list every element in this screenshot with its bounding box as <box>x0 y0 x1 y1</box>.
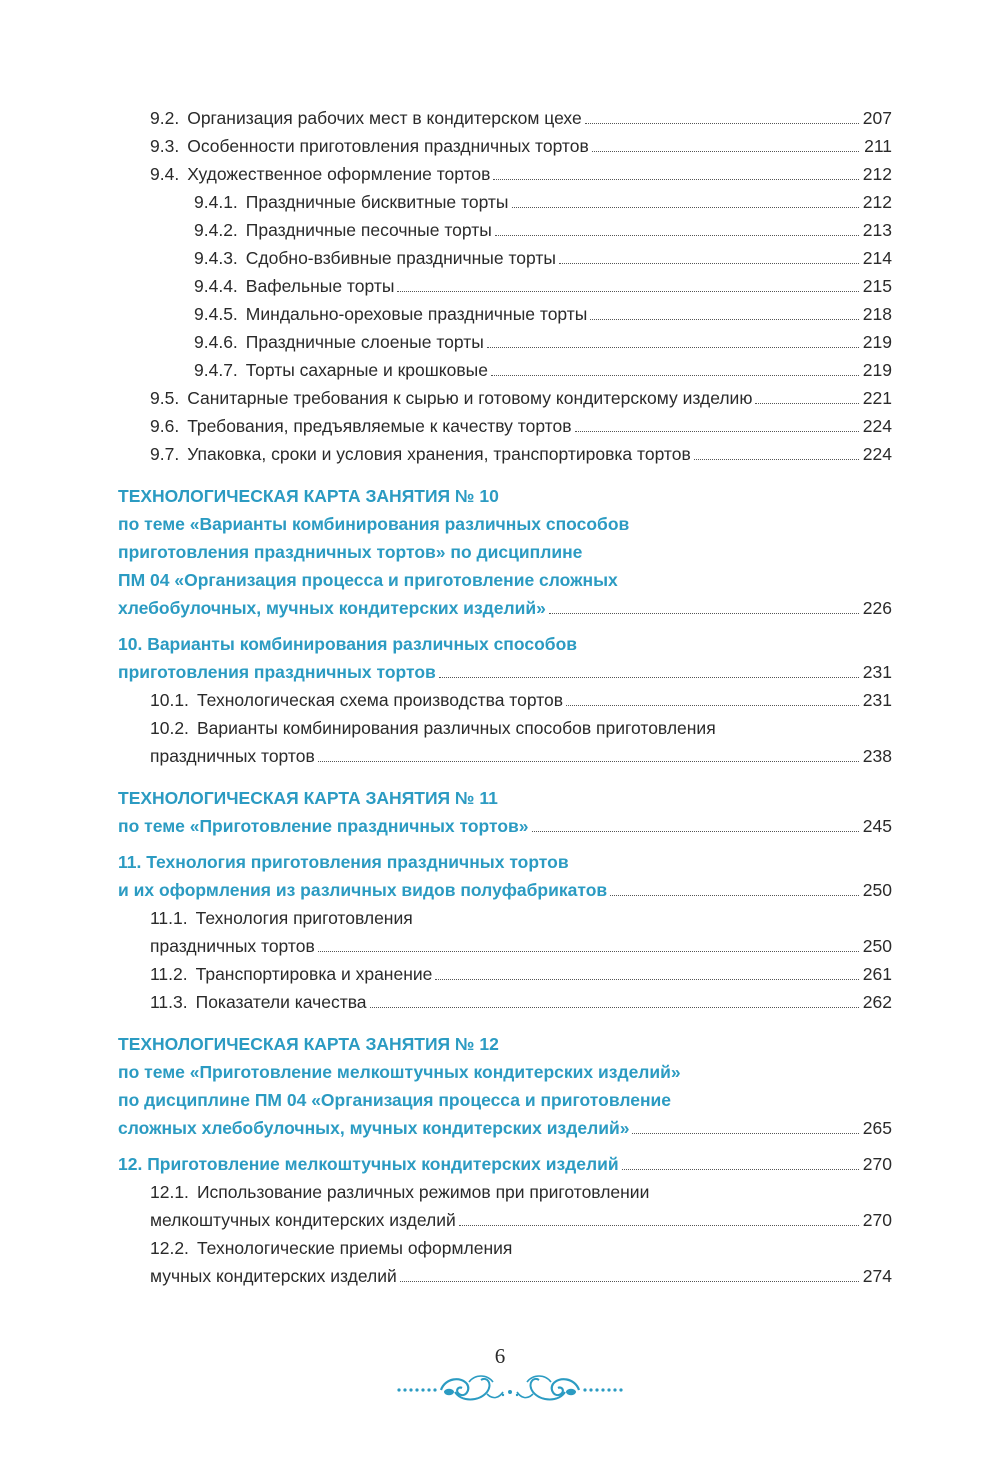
toc-entry-title: Упаковка, сроки и условия хранения, транспортировка тортов <box>187 444 691 464</box>
toc-entry-page: 224 <box>862 416 892 436</box>
toc-heading-line[interactable] <box>118 510 892 538</box>
toc-entry-number: 9.4. <box>150 164 180 184</box>
toc-entry-title: сложных хлебобулочных, мучных кондитерских изделий» <box>118 1118 630 1138</box>
toc-entry-page: 212 <box>862 164 892 184</box>
toc-entry-title: Технология приготовления <box>195 908 413 928</box>
dot-leader <box>532 830 859 832</box>
toc-entry-page: 211 <box>864 136 892 156</box>
toc-entry-title: хлебобулочных, мучных кондитерских изделий» <box>118 598 546 618</box>
toc-entry-page: 262 <box>862 992 892 1012</box>
toc-entry-title: Показатели качества <box>195 992 367 1012</box>
dot-leader <box>512 206 859 208</box>
toc-entry-title: Сдобно-взбивные праздничные торты <box>245 248 556 268</box>
section-spacer <box>118 840 892 848</box>
toc-entry-title: Миндально-ореховые праздничные торты <box>245 304 588 324</box>
toc-entry-number: 9.4.5. <box>194 304 238 324</box>
toc-heading-line[interactable] <box>118 482 892 510</box>
toc-entry-page: 250 <box>862 936 892 956</box>
toc-entry-number: 9.4.1. <box>194 192 238 212</box>
dot-leader <box>400 1280 859 1282</box>
toc-entry-title: ПМ 04 «Организация процесса и приготовление сложных <box>118 570 618 590</box>
toc-heading-line[interactable] <box>118 876 892 904</box>
toc-entry-number: 9.4.2. <box>194 220 238 240</box>
dot-leader <box>632 1132 859 1134</box>
toc-entry-page: 213 <box>862 220 892 240</box>
dot-leader <box>318 950 859 952</box>
toc-entry-number: 9.4.6. <box>194 332 238 352</box>
toc-entry[interactable] <box>118 1206 892 1234</box>
toc-entry[interactable] <box>118 686 892 714</box>
toc-entry-title: по теме «Приготовление мелкоштучных кондитерских изделий» <box>118 1062 681 1082</box>
toc-entry-page: 226 <box>862 598 892 618</box>
toc-entry-number: 9.7. <box>150 444 180 464</box>
toc-entry-title: мучных кондитерских изделий <box>150 1266 397 1286</box>
page-number: 6 <box>494 1344 506 1368</box>
toc-entry-number: 11.1. <box>150 908 188 928</box>
toc-entry[interactable] <box>118 440 892 468</box>
toc-heading-line[interactable] <box>118 658 892 686</box>
toc-entry-page: 270 <box>862 1154 892 1174</box>
toc-heading-line[interactable] <box>118 812 892 840</box>
dot-leader <box>439 676 859 678</box>
section-spacer <box>118 468 892 482</box>
toc-entry-number: 12.2. <box>150 1238 189 1258</box>
toc-entry-title: приготовления праздничных тортов <box>118 662 436 682</box>
toc-entry-title: ТЕХНОЛОГИЧЕСКАЯ КАРТА ЗАНЯТИЯ № 12 <box>118 1034 499 1054</box>
toc-entry-title: мелкоштучных кондитерских изделий <box>150 1210 456 1230</box>
toc-heading-line[interactable] <box>118 1030 892 1058</box>
toc-entry-title: по теме «Варианты комбинирования различных способов <box>118 514 630 534</box>
toc-entry-page: 218 <box>862 304 892 324</box>
dot-leader <box>459 1224 859 1226</box>
toc-entry-page: 238 <box>862 746 892 766</box>
toc-entry-page: 207 <box>862 108 892 128</box>
section-spacer <box>118 622 892 630</box>
toc-entry-page: 221 <box>862 388 892 408</box>
toc-entry-title: приготовления праздничных тортов» по дисциплине <box>118 542 583 562</box>
toc-entry[interactable] <box>118 104 892 132</box>
toc-entry-page: 250 <box>862 880 892 900</box>
toc-entry-number: 9.4.3. <box>194 248 238 268</box>
toc-heading-line[interactable] <box>118 784 892 812</box>
dot-leader <box>549 612 859 614</box>
toc-entry[interactable] <box>118 412 892 440</box>
toc-entry[interactable] <box>118 932 892 960</box>
toc-entry[interactable] <box>118 904 892 932</box>
toc-entry-title: праздничных тортов <box>150 746 315 766</box>
toc-entry-title: Вафельные торты <box>245 276 395 296</box>
section-spacer <box>118 1016 892 1030</box>
toc-entry[interactable] <box>118 160 892 188</box>
toc-entry-title: 10. Варианты комбинирования различных способов <box>118 634 578 654</box>
toc-entry-number: 9.4.4. <box>194 276 238 296</box>
toc-entry-number: 10.2. <box>150 718 189 738</box>
toc-heading-line[interactable] <box>118 630 892 658</box>
dot-leader <box>575 430 859 432</box>
dot-leader <box>397 290 859 292</box>
toc-entry-title: праздничных тортов <box>150 936 315 956</box>
toc-entry-title: Использование различных режимов при приготовлении <box>196 1182 650 1202</box>
toc-entry-title: Художественное оформление тортов <box>187 164 491 184</box>
toc-entry-page: 214 <box>862 248 892 268</box>
dot-leader <box>318 760 859 762</box>
toc-entry-title: Технологические приемы оформления <box>196 1238 513 1258</box>
toc-entry-title: Особенности приготовления праздничных тортов <box>187 136 589 156</box>
toc-heading-line[interactable] <box>118 538 892 566</box>
toc-entry-number: 11.2. <box>150 964 188 984</box>
dot-leader <box>495 234 859 236</box>
toc-entry[interactable] <box>118 244 892 272</box>
toc-entry-title: Торты сахарные и крошковые <box>245 360 488 380</box>
dot-leader <box>566 704 859 706</box>
toc-heading-line[interactable] <box>118 594 892 622</box>
toc-heading-line[interactable] <box>118 848 892 876</box>
toc-entry-number: 9.4.7. <box>194 360 238 380</box>
toc-entry-page: 274 <box>862 1266 892 1286</box>
section-spacer <box>118 1142 892 1150</box>
toc-entry-title: по теме «Приготовление праздничных тортов» <box>118 816 529 836</box>
decorative-ornament-icon <box>395 1370 625 1406</box>
toc-entry[interactable] <box>118 1178 892 1206</box>
toc-entry[interactable] <box>118 988 892 1016</box>
toc-entry-title: ТЕХНОЛОГИЧЕСКАЯ КАРТА ЗАНЯТИЯ № 10 <box>118 486 499 506</box>
toc-entry-number: 12.1. <box>150 1182 189 1202</box>
toc-entry-page: 231 <box>862 662 892 682</box>
toc-entry[interactable] <box>118 742 892 770</box>
dot-leader <box>592 150 859 152</box>
dot-leader <box>491 374 859 376</box>
toc-entry-number: 9.5. <box>150 388 180 408</box>
toc-entry-page: 245 <box>862 816 892 836</box>
toc-entry-title: Организация рабочих мест в кондитерском цехе <box>187 108 582 128</box>
toc-entry[interactable] <box>118 960 892 988</box>
toc-entry-title: Технологическая схема производства тортов <box>196 690 564 710</box>
toc-entry[interactable] <box>118 1262 892 1290</box>
toc-entry-page: 265 <box>862 1118 892 1138</box>
toc-entry-number: 11.3. <box>150 992 188 1012</box>
toc-entry[interactable] <box>118 300 892 328</box>
toc-entry[interactable] <box>118 356 892 384</box>
toc-entry[interactable] <box>118 1234 892 1262</box>
toc-entry-title: Санитарные требования к сырью и готовому кондитерскому изделию <box>187 388 753 408</box>
dot-leader <box>435 978 859 980</box>
dot-leader <box>694 458 859 460</box>
table-of-contents <box>118 104 892 1290</box>
dot-leader <box>370 1006 859 1008</box>
toc-entry-page: 231 <box>862 690 892 710</box>
dot-leader <box>755 402 859 404</box>
toc-entry[interactable] <box>118 272 892 300</box>
toc-entry-title: и их оформления из различных видов полуфабрикатов <box>118 880 608 900</box>
toc-entry-number: 9.3. <box>150 136 180 156</box>
toc-entry-title: Праздничные песочные торты <box>245 220 492 240</box>
toc-entry-page: 261 <box>862 964 892 984</box>
toc-entry-title: 11. Технология приготовления праздничных тортов <box>118 852 569 872</box>
toc-entry-number: 9.6. <box>150 416 180 436</box>
dot-leader <box>585 122 859 124</box>
dot-leader <box>590 318 859 320</box>
toc-entry[interactable] <box>118 188 892 216</box>
toc-entry-page: 219 <box>862 360 892 380</box>
toc-entry-title: Требования, предъявляемые к качеству тортов <box>187 416 572 436</box>
toc-heading-line[interactable] <box>118 1086 892 1114</box>
section-spacer <box>118 770 892 784</box>
toc-entry-page: 212 <box>862 192 892 212</box>
toc-entry-title: Праздничные бисквитные торты <box>245 192 509 212</box>
dot-leader <box>610 894 859 896</box>
dot-leader <box>622 1168 859 1170</box>
toc-entry[interactable] <box>118 328 892 356</box>
toc-heading-line[interactable] <box>118 1114 892 1142</box>
toc-heading-line[interactable] <box>118 1150 892 1178</box>
toc-entry-page: 219 <box>862 332 892 352</box>
toc-entry-page: 215 <box>862 276 892 296</box>
toc-entry-page: 270 <box>862 1210 892 1230</box>
toc-entry[interactable] <box>118 384 892 412</box>
toc-entry[interactable] <box>118 216 892 244</box>
dot-leader <box>559 262 859 264</box>
toc-entry-title: Варианты комбинирования различных способов приготовления <box>196 718 716 738</box>
toc-entry[interactable] <box>118 714 892 742</box>
toc-heading-line[interactable] <box>118 566 892 594</box>
toc-entry-title: Транспортировка и хранение <box>195 964 433 984</box>
dot-leader <box>493 178 859 180</box>
toc-entry-title: Праздничные слоеные торты <box>245 332 484 352</box>
toc-entry-title: по дисциплине ПМ 04 «Организация процесса и приготовление <box>118 1090 672 1110</box>
toc-heading-line[interactable] <box>118 1058 892 1086</box>
toc-entry-number: 10.1. <box>150 690 189 710</box>
toc-entry[interactable] <box>118 132 892 160</box>
toc-entry-title: ТЕХНОЛОГИЧЕСКАЯ КАРТА ЗАНЯТИЯ № 11 <box>118 788 498 808</box>
toc-entry-page: 224 <box>862 444 892 464</box>
dot-leader <box>487 346 859 348</box>
toc-entry-number: 9.2. <box>150 108 180 128</box>
toc-entry-title: 12. Приготовление мелкоштучных кондитерских изделий <box>118 1154 619 1174</box>
